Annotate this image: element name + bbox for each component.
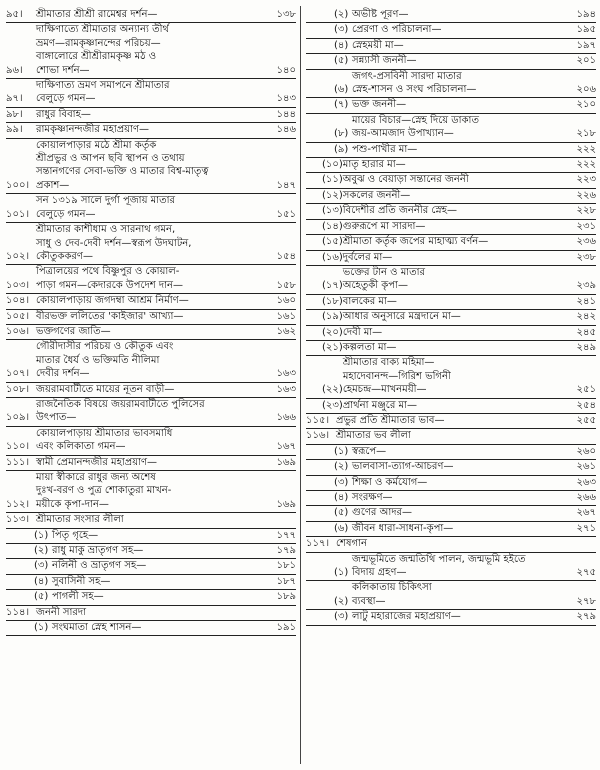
- toc-entry: [306, 173, 596, 188]
- toc-entry-number: (১৬): [322, 251, 343, 263]
- toc-entry-number: (১): [334, 567, 349, 579]
- toc-entry: [306, 491, 596, 506]
- toc-entry-number: (৫): [334, 55, 349, 67]
- toc-entry: [6, 471, 296, 513]
- toc-entry-page-number: ২২৬: [576, 189, 596, 201]
- toc-entry-title: দাক্ষিণাত্যে শ্রীমাতার অন্যান্য তীর্থ ভ্রমণ—রামকৃষ্ণানন্দের পরিচয়— বাঙ্গালোরে শ্রীশ্রীরামকৃষ্ণ মঠ ও শোভা দর্শন—: [36, 24, 169, 76]
- toc-entry-page-number: ২৭১: [576, 522, 596, 534]
- toc-entry: [6, 223, 296, 265]
- toc-entry-page-number: ২১০: [576, 99, 596, 111]
- toc-entry-title: জননী সারদা: [36, 606, 87, 618]
- toc-entry-number: (২): [334, 461, 349, 473]
- toc-entry-number: (২১): [322, 341, 343, 353]
- toc-entry: [306, 158, 596, 173]
- toc-entry-title: ভক্তগণের জাতি—: [36, 325, 111, 337]
- toc-entry: [306, 581, 596, 610]
- row-separator: [6, 635, 296, 636]
- toc-entry-number: (১): [334, 445, 349, 457]
- toc-entry-page-number: ২৩৬: [576, 236, 596, 248]
- toc-entry-title: বালকের মা—: [342, 295, 397, 307]
- toc-entry-number: (৫): [334, 507, 349, 519]
- toc-entry-page-number: ২৬৩: [576, 476, 596, 488]
- toc-entry-title: কোয়ালপাড়ার মঠে শ্রীমা কর্তৃক শ্রীপ্রভুর ও আপন ছবি স্থাপন ও তথায় সন্তানগণের সেবা-ভক্তি ও মাতার বিশ্ব-মাতৃত্ব প্রকাশ—: [36, 139, 209, 191]
- toc-entry-page-number: ১৬২: [276, 325, 296, 337]
- toc-entry: [306, 23, 596, 38]
- toc-entry: [306, 98, 596, 113]
- toc-entry: [6, 398, 296, 427]
- toc-entry: [306, 522, 596, 537]
- toc-entry-title: অবুঝ ও বেয়াড়া সন্তানের জননী: [342, 174, 469, 186]
- toc-entry-number: ১১৫।: [306, 414, 330, 426]
- toc-entry-number: (৮): [334, 128, 349, 140]
- toc-entry-title: শেষগান: [336, 538, 367, 550]
- toc-entry-number: (১): [34, 622, 49, 634]
- toc-entry-page-number: ১৪৪: [276, 108, 296, 120]
- toc-entry-title: দুর্বলের মা—: [342, 251, 393, 263]
- toc-entry-page-number: ২৫৪: [576, 399, 596, 411]
- toc-entry: [6, 606, 296, 621]
- toc-entry-number: (৩): [34, 560, 49, 572]
- row-separator: [306, 625, 596, 626]
- toc-entry-title: লাটু মহারাজের মহাপ্রয়াণ—: [352, 611, 461, 623]
- toc-entry-page-number: ২৪৫: [576, 326, 596, 338]
- toc-entry-number: (৩): [334, 476, 349, 488]
- toc-left-column: [6, 8, 296, 636]
- toc-entry-title: সুবাসিনী সহ—: [52, 575, 111, 587]
- toc-entry-number: (১৫): [322, 236, 343, 248]
- toc-entry: [306, 295, 596, 310]
- toc-entry: [306, 476, 596, 491]
- toc-entry-number: ১০৩।: [6, 279, 30, 291]
- toc-entry-page-number: ২৭৯: [576, 611, 596, 623]
- column-divider: [300, 6, 301, 764]
- toc-entry-number: ১০২।: [6, 250, 30, 262]
- toc-entry-page-number: ২২৮: [576, 205, 596, 217]
- toc-entry-page-number: ২৬০: [576, 445, 596, 457]
- toc-entry: [6, 8, 296, 23]
- toc-entry-number: (৪): [34, 575, 49, 587]
- toc-entry-title: রাধুর বিবাহ—: [36, 108, 91, 120]
- toc-entry-title: শ্রীমাতার শ্রীশ্রী রামেশ্বর দর্শন—: [36, 9, 158, 20]
- toc-entry-title: স্বরূপে—: [352, 445, 387, 457]
- toc-entry-number: ১০০।: [6, 179, 30, 191]
- toc-entry-title: গুরুরূপে মা সারদা—: [342, 220, 426, 232]
- toc-entry-page-number: ১৬৩: [276, 383, 296, 395]
- toc-entry-title: ভালবাসা-ত্যাগ-আচরণ—: [352, 461, 454, 473]
- toc-entry-page-number: ২৩৮: [576, 251, 596, 263]
- toc-entry-number: ১১১।: [6, 456, 30, 468]
- toc-entry-title: শ্রীমাতার কাশীধাম ও সারনাথ গমন, সাধু ও দেব-দেবী দর্শন—স্বরূপ উদঘাটন, কৌতুককরণ—: [36, 224, 192, 262]
- toc-entry-title: বিদেশীর প্রতি জননীর স্নেহ—: [342, 205, 458, 217]
- toc-entry: [6, 456, 296, 471]
- toc-entry-page-number: ১৯৪: [576, 9, 596, 20]
- toc-entry-page-number: ১৬৯: [276, 456, 296, 468]
- toc-entry-page-number: ১৪৬: [276, 124, 296, 136]
- toc-entry-title: দাক্ষিণাত্য ভ্রমণ সমাপনে শ্রীমাতার বেলুড়ে গমন—: [36, 80, 170, 105]
- toc-entry-number: (৫): [34, 591, 49, 603]
- toc-entry-number: ৯৬।: [6, 64, 23, 76]
- toc-entry-number: (২০): [322, 326, 343, 338]
- toc-entry-title: জীবন ধারা-সাধনা-কৃপা—: [352, 522, 454, 534]
- toc-entry-page-number: ১৫১: [276, 208, 296, 220]
- toc-entry-title: গুণের আদর—: [352, 507, 413, 519]
- toc-entry: [306, 537, 596, 552]
- toc-entry-title: পিত্রালয়ের পথে বিষ্ণুপুর ও কোয়াল- পাড়া গমন—কেদারকে উপদেশ দান—: [36, 266, 183, 291]
- toc-entry-page-number: ১৬৬: [276, 412, 296, 424]
- toc-entry: [6, 544, 296, 559]
- toc-entry-title: পাগলী সহ—: [52, 591, 104, 603]
- toc-entry-number: (৪): [334, 492, 349, 503]
- toc-entry-number: ১১৭।: [306, 538, 330, 550]
- toc-entry-title: নলিনী ও ভ্রাতৃগণ সহ—: [52, 560, 147, 572]
- toc-entry: [6, 575, 296, 590]
- toc-entry-number: ১১৩।: [6, 514, 30, 526]
- toc-entry-title: রাজনৈতিক বিষয়ে জয়রামবাটীতে পুলিসের উৎপাত—: [36, 398, 205, 424]
- toc-entry-number: ১০১।: [6, 208, 30, 220]
- toc-entry-title: পশু-পাখীর মা—: [352, 143, 418, 155]
- toc-entry-page-number: ১৬০: [276, 295, 296, 307]
- toc-entry-title: মায়া স্বীকারে রাধুর জন্য অশেষ দুঃখ-বরণ ও পুত্র শোকাতুরা মাখন- ময়ীকে কৃপা-দান—: [36, 472, 172, 510]
- toc-entry-title: শিক্ষা ও কর্মযোগ—: [352, 476, 428, 488]
- toc-entry-page-number: ২৬৭: [576, 507, 596, 519]
- toc-entry-number: ১১২।: [6, 498, 30, 510]
- toc-entry-number: (৬): [334, 522, 349, 534]
- toc-entry: [6, 265, 296, 294]
- toc-entry-page-number: ১৯৭: [576, 39, 596, 51]
- toc-entry-page-number: ২৫৫: [576, 414, 596, 426]
- toc-entry-number: (২): [34, 545, 49, 557]
- toc-entry-page-number: ২৬৬: [576, 492, 596, 503]
- toc-entry: [6, 139, 296, 195]
- toc-entry: [6, 194, 296, 223]
- toc-entry: [306, 235, 596, 250]
- toc-entry-number: ১০৯।: [6, 412, 30, 424]
- toc-entry-page-number: ২২২: [576, 143, 596, 155]
- toc-entry-title: জন্মভূমিতে জন্মতিথি পালন, জন্মভূমি হইতে বিদায় গ্রহণ—: [352, 553, 526, 579]
- toc-right-column: [306, 8, 596, 626]
- toc-entry-page-number: ১৪৩: [276, 93, 296, 105]
- toc-entry: [306, 189, 596, 204]
- toc-entry: [306, 114, 596, 143]
- toc-entry-title: পিতৃ গৃহে—: [52, 529, 99, 541]
- toc-entry-page-number: ১৯১: [276, 622, 296, 634]
- toc-entry-title: প্রেরণা ও পরিচালনা—: [352, 24, 442, 36]
- toc-entry-number: ৯৯।: [6, 124, 23, 136]
- toc-entry: [306, 251, 596, 266]
- toc-entry: [6, 340, 296, 382]
- toc-entry: [306, 39, 596, 54]
- toc-entry-title: জয়রামবাটীতে মায়ের নূতন বাড়ী—: [36, 383, 175, 395]
- toc-entry: [6, 559, 296, 574]
- toc-entry-number: (১৭): [322, 280, 343, 292]
- toc-entry: [306, 8, 596, 23]
- toc-entry-title: রামকৃষ্ণানন্দজীর মহাপ্রয়াণ—: [36, 124, 150, 136]
- toc-entry-number: (২): [334, 595, 349, 607]
- toc-entry: [6, 383, 296, 398]
- toc-entry-page-number: ১৫৪: [276, 250, 296, 262]
- toc-entry-number: ১০৫।: [6, 310, 30, 322]
- toc-entry: [306, 506, 596, 521]
- toc-entry-page-number: ১৬৯: [276, 498, 296, 510]
- toc-entry-number: (২২): [322, 384, 343, 396]
- toc-entry-page-number: ১৬৩: [276, 368, 296, 380]
- toc-entry-number: (২৩): [322, 399, 343, 411]
- toc-entry-page-number: ২৪৯: [576, 341, 596, 353]
- toc-entry-title: জগৎ-প্রসবিনী সারদা মাতার স্নেহ-শাসন ও সংঘ পরিচালনা—: [352, 70, 477, 96]
- toc-entry: [6, 79, 296, 108]
- toc-entry-title: দেবী মা—: [342, 326, 383, 338]
- toc-entry-title: কল্পলতা মা—: [342, 341, 397, 353]
- toc-entry-title: অভীষ্ট পূরণ—: [352, 9, 409, 20]
- toc-entry-number: ১০৭।: [6, 368, 30, 380]
- toc-entry-number: ১১৬।: [306, 430, 330, 442]
- toc-entry-number: ১০৮।: [6, 383, 30, 395]
- toc-entry-number: (৬): [334, 84, 349, 96]
- toc-entry: [306, 266, 596, 295]
- toc-entry: [306, 610, 596, 625]
- toc-entry-page-number: ১৩৮: [276, 9, 296, 20]
- toc-entry: [6, 294, 296, 309]
- toc-entry-title: স্বামী প্রেমানন্দজীর মহাপ্রয়াণ—: [36, 456, 158, 468]
- toc-entry-title: রাধু মাকু ভ্রাতৃগণ সহ—: [52, 545, 144, 557]
- toc-entry-title: স্নেহময়ী মা—: [352, 39, 404, 51]
- toc-entry-page-number: ১৬১: [276, 310, 296, 322]
- toc-entry-page-number: ২৭৫: [576, 567, 596, 579]
- toc-entry-number: ৯৫।: [6, 9, 23, 20]
- toc-entry-page-number: ১৮১: [276, 560, 296, 572]
- toc-entry-page-number: ২৪২: [576, 311, 596, 323]
- toc-entry: [306, 356, 596, 398]
- toc-entry-number: (৯): [334, 143, 349, 155]
- toc-entry-page-number: ২০৬: [576, 84, 596, 96]
- toc-entry: [6, 310, 296, 325]
- toc-entry: [306, 220, 596, 235]
- toc-entry: [306, 204, 596, 219]
- toc-entry-title: শ্রীমাতার সংসার লীলা: [36, 514, 124, 526]
- toc-entry-number: ১১০।: [6, 441, 30, 453]
- toc-entry: [306, 54, 596, 69]
- toc-entry: [306, 70, 596, 99]
- toc-entry-title: শ্রীমাতা কর্তৃক জপের মাহাত্ম্য বর্ণন—: [342, 236, 489, 248]
- toc-entry-number: (৭): [334, 99, 349, 111]
- toc-entry-page-number: ২১৮: [576, 128, 596, 140]
- toc-entry-number: (১৮): [322, 295, 343, 307]
- toc-entry-number: ৯৮।: [6, 108, 23, 120]
- toc-entry-number: (২): [334, 9, 349, 20]
- toc-entry-page-number: ১৪৭: [276, 179, 296, 191]
- toc-entry-title: সন্ন্যাসী জননী—: [352, 55, 417, 67]
- toc-entry-title: সন ১৩১৯ সালে দুর্গা পূজায় মাতার বেলুড়ে গমন—: [36, 195, 176, 220]
- toc-entry-page-number: ২২২: [576, 159, 596, 171]
- toc-entry-number: (১৩): [322, 205, 343, 217]
- toc-entry-title: মায়ের বিচার—স্নেহ দিয়ে ডাকাত জয়-আমজাদ উপাখ্যান—: [352, 114, 479, 140]
- toc-entry-page-number: ২৭৮: [576, 595, 596, 607]
- toc-entry: [306, 341, 596, 356]
- toc-entry-number: (১১): [322, 174, 343, 186]
- toc-entry-title: গৌরীদাসীর পরিচয় ও কৌতুক এবং মাতার ধৈর্য ও ভক্তিমতি নীলিমা দেবীর দর্শন—: [36, 341, 174, 380]
- toc-entry-title: প্রার্থনা মঞ্জুরে মা—: [342, 399, 417, 411]
- toc-entry-title: কোয়ালপাড়ায় শ্রীমাতার ভাবসমাধি এবং কলিকাতা গমন—: [36, 427, 173, 453]
- toc-entry-page-number: ১৫৮: [276, 279, 296, 291]
- toc-entry: [306, 414, 596, 429]
- toc-entry: [306, 310, 596, 325]
- toc-entry-number: (১০): [322, 159, 343, 171]
- toc-entry-number: (১৯): [322, 311, 343, 323]
- toc-entry: [306, 143, 596, 158]
- toc-entry-title: শ্রীমাতার ভব লীলা: [336, 430, 411, 442]
- toc-entry: [6, 123, 296, 138]
- toc-entry-number: (৩): [334, 24, 349, 36]
- toc-entry: [6, 108, 296, 123]
- toc-entry-title: বীরভক্ত ললিতের 'কাইজার' আখ্যা—: [36, 310, 184, 322]
- toc-entry: [6, 427, 296, 456]
- toc-entry: [306, 429, 596, 444]
- toc-entry: [306, 399, 596, 414]
- toc-entry-page-number: ২২৩: [576, 174, 596, 186]
- toc-entry-title: কলিকাতায় চিকিৎসা ব্যবস্থা—: [352, 582, 432, 607]
- toc-entry-number: ৯৭।: [6, 93, 23, 105]
- toc-entry-page-number: ২৬১: [576, 461, 596, 473]
- toc-entry-page-number: ১৭৯: [276, 545, 296, 557]
- toc-entry-page-number: ১৯৫: [576, 24, 596, 36]
- toc-entry: [6, 590, 296, 605]
- toc-entry-page-number: ২০১: [576, 55, 596, 67]
- toc-entry-title: সংরক্ষণ—: [352, 492, 393, 503]
- toc-entry-page-number: ২৩৯: [576, 280, 596, 292]
- toc-entry-number: (৩): [334, 611, 349, 623]
- toc-entry-number: (৪): [334, 39, 349, 51]
- toc-entry: [6, 621, 296, 636]
- toc-entry-title: ভক্ত জননী—: [352, 99, 407, 111]
- toc-entry-page-number: ১৬৭: [276, 441, 296, 453]
- toc-entry: [6, 513, 296, 528]
- toc-entry-page-number: ১৭৭: [276, 529, 296, 541]
- toc-entry-number: (১): [34, 529, 49, 541]
- toc-entry-title: মাতৃ হারার মা—: [342, 159, 406, 171]
- toc-entry-title: কোয়ালপাড়ায় জগদম্বা আশ্রম নির্মাণ—: [36, 295, 189, 307]
- toc-entry-number: ১০৪।: [6, 295, 30, 307]
- toc-entry-page-number: ২৪১: [576, 295, 596, 307]
- toc-entry-page-number: ১৮৭: [276, 575, 296, 587]
- toc-entry-number: (১৪): [322, 220, 343, 232]
- toc-entry-title: আধার অনুসারে মন্ত্রদানে মা—: [342, 311, 461, 323]
- toc-entry: [306, 326, 596, 341]
- toc-entry: [306, 553, 596, 582]
- toc-entry: [306, 460, 596, 475]
- toc-entry: [6, 325, 296, 340]
- toc-entry: [6, 23, 296, 79]
- toc-entry-number: ১১৪।: [6, 606, 30, 618]
- toc-entry-page-number: ১৮৯: [276, 591, 296, 603]
- toc-entry-page-number: ১৪০: [276, 64, 296, 76]
- toc-entry: [6, 529, 296, 544]
- toc-entry-title: সংঘমাতা স্নেহ শাসন—: [52, 622, 142, 634]
- toc-entry-title: সকলের জননী—: [342, 189, 411, 201]
- toc-entry: [306, 445, 596, 460]
- toc-entry-page-number: ২৫১: [576, 384, 596, 396]
- toc-entry-title: শ্রীমাতার বাক্য মহিমা— মহাদেবানন্দ—গিরিশ ভগিনী হেমচন্দ্র—মাখনময়ী—: [342, 357, 451, 396]
- toc-entry-number: ১০৬।: [6, 325, 30, 337]
- toc-entry-page-number: ২৩১: [576, 220, 596, 232]
- toc-entry-number: (১২): [322, 189, 343, 201]
- toc-entry-title: প্রভুর প্রতি শ্রীমাতার ভাব—: [336, 414, 445, 426]
- toc-entry-title: ভক্তের টান ও মাতার অহেতুকী কৃপা—: [342, 266, 426, 292]
